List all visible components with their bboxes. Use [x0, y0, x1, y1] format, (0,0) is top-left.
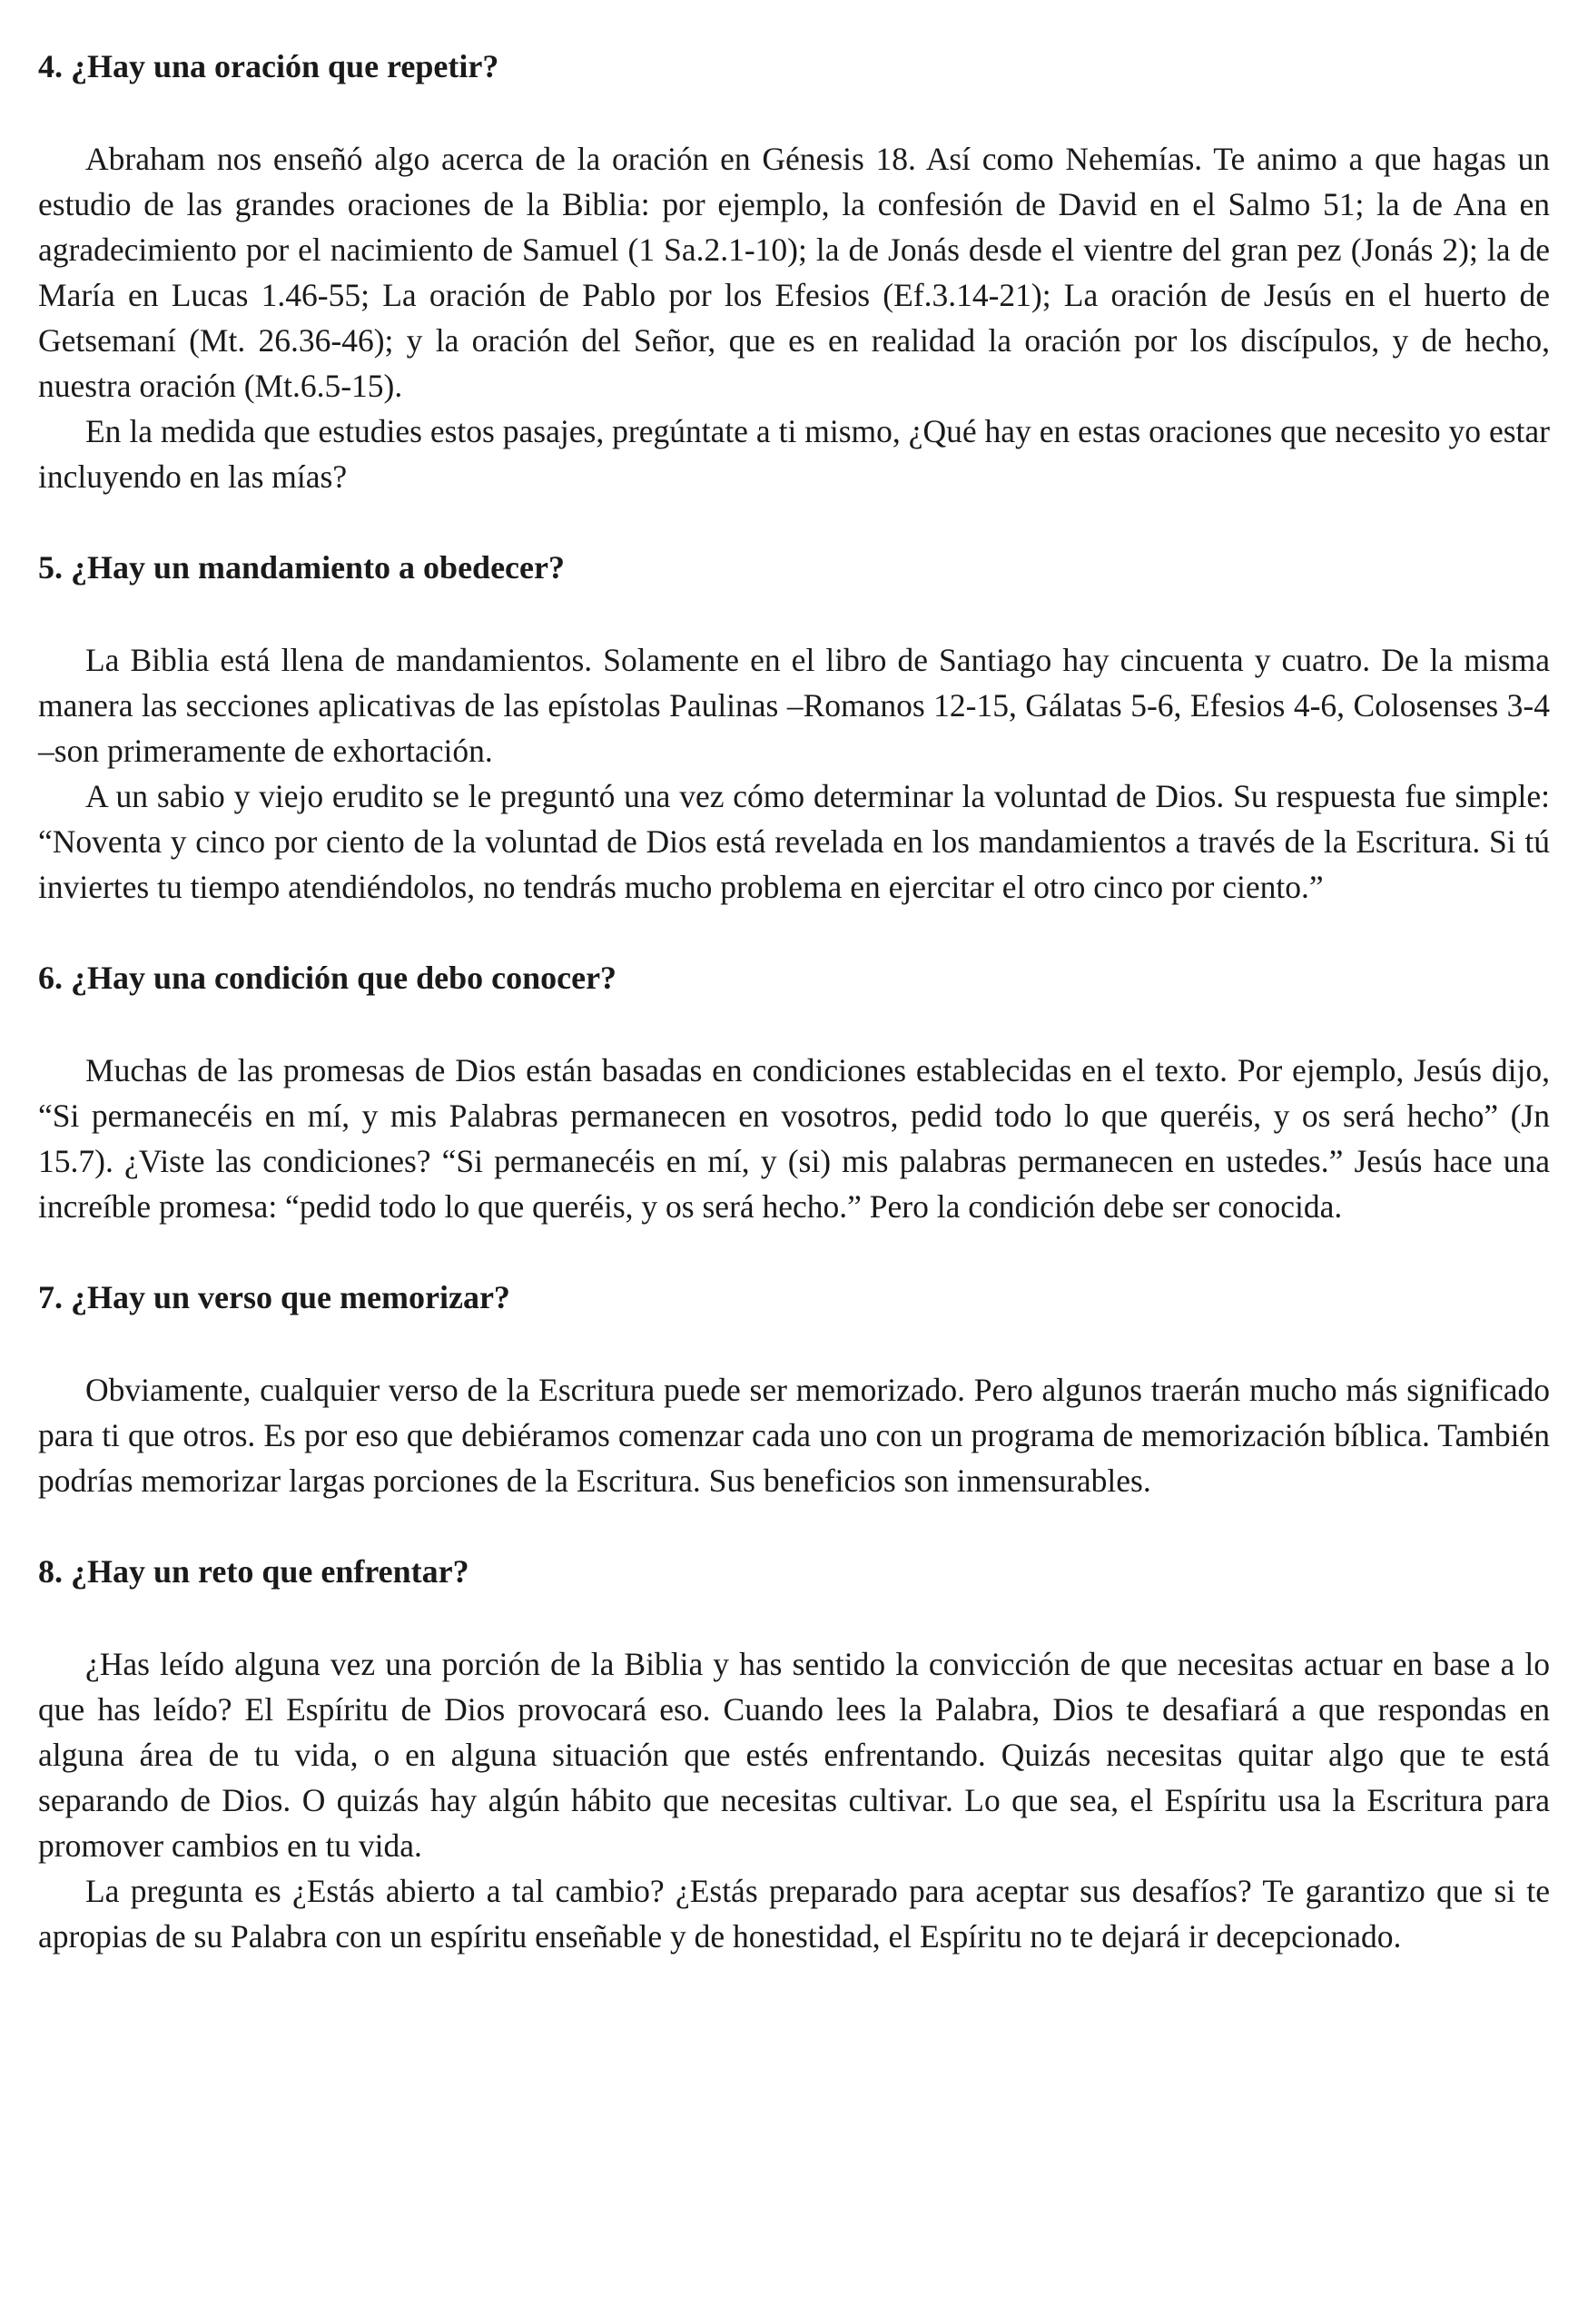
section-8	[38, 1549, 1550, 1959]
section-heading: 7. ¿Hay un verso que memorizar?	[38, 1279, 510, 1315]
section-heading: 6. ¿Hay una condición que debo conocer?	[38, 960, 617, 996]
document-page	[38, 44, 1550, 2004]
paragraph: Muchas de las promesas de Dios están basadas en condiciones establecidas en el texto. Por ejemplo, Jesús dijo, “Si permanecéis en mí, y mis Palabras permanecen en vosotros, pedid todo lo que queréis, y os será hecho” (Jn 15.7). ¿Viste las condiciones? “Si permanecéis en mí, y (si) mis palabras permanecen en ustedes.” Jesús hace una increíble promesa: “pedid todo lo que queréis, y os será hecho.” Pero la condición debe ser conocida.	[38, 1052, 1550, 1225]
section-heading: 5. ¿Hay un mandamiento a obedecer?	[38, 549, 565, 586]
section-4	[38, 44, 1550, 499]
paragraph: Obviamente, cualquier verso de la Escritura puede ser memorizado. Pero algunos traerán mucho más significado para ti que otros. Es por eso que debiéramos comenzar cada uno con un programa de memorización bíblica. También podrías memorizar largas porciones de la Escritura. Sus beneficios son inmensurables.	[38, 1372, 1550, 1499]
section-heading: 4. ¿Hay una oración que repetir?	[38, 48, 499, 84]
section-5	[38, 545, 1550, 910]
paragraph: ¿Has leído alguna vez una porción de la Biblia y has sentido la convicción de que necesitas actuar en base a lo que has leído? El Espíritu de Dios provocará eso. Cuando lees la Palabra, Dios te desafiará a que respondas en alguna área de tu vida, o en alguna situación que estés enfrentando. Quizás necesitas quitar algo que te está separando de Dios. O quizás hay algún hábito que necesitas cultivar. Lo que sea, el Espíritu usa la Escritura para promover cambios en tu vida.	[38, 1646, 1550, 1864]
paragraph: En la medida que estudies estos pasajes, pregúntate a ti mismo, ¿Qué hay en estas oraciones que necesito yo estar incluyendo en las mías?	[38, 413, 1550, 495]
paragraph: La pregunta es ¿Estás abierto a tal cambio? ¿Estás preparado para aceptar sus desafíos? Te garantizo que si te apropias de su Palabra con un espíritu enseñable y de honestidad, el Espíritu no te dejará ir decepcionado.	[38, 1873, 1550, 1955]
section-heading: 8. ¿Hay un reto que enfrentar?	[38, 1553, 469, 1590]
section-6	[38, 955, 1550, 1229]
section-7	[38, 1275, 1550, 1503]
paragraph: A un sabio y viejo erudito se le preguntó una vez cómo determinar la voluntad de Dios. Su respuesta fue simple: “Noventa y cinco por ciento de la voluntad de Dios está revelada en los mandamientos a través de la Escritura. Si tú inviertes tu tiempo atendiéndolos, no tendrás mucho problema en ejercitar el otro cinco por ciento.”	[38, 778, 1550, 905]
paragraph: Abraham nos enseñó algo acerca de la oración en Génesis 18. Así como Nehemías. Te animo a que hagas un estudio de las grandes oraciones de la Biblia: por ejemplo, la confesión de David en el Salmo 51; la de Ana en agradecimiento por el nacimiento de Samuel (1 Sa.2.1-10); la de Jonás desde el vientre del gran pez (Jonás 2); la de María en Lucas 1.46-55; La oración de Pablo por los Efesios (Ef.3.14-21); La oración de Jesús en el huerto de Getsemaní (Mt. 26.36-46); y la oración del Señor, que es en realidad la oración por los discípulos, y de hecho, nuestra oración (Mt.6.5-15).	[38, 141, 1550, 404]
paragraph: La Biblia está llena de mandamientos. Solamente en el libro de Santiago hay cincuenta y cuatro. De la misma manera las secciones aplicativas de las epístolas Paulinas –Romanos 12-15, Gálatas 5-6, Efesios 4-6, Colosenses 3-4 –son primeramente de exhortación.	[38, 642, 1550, 769]
